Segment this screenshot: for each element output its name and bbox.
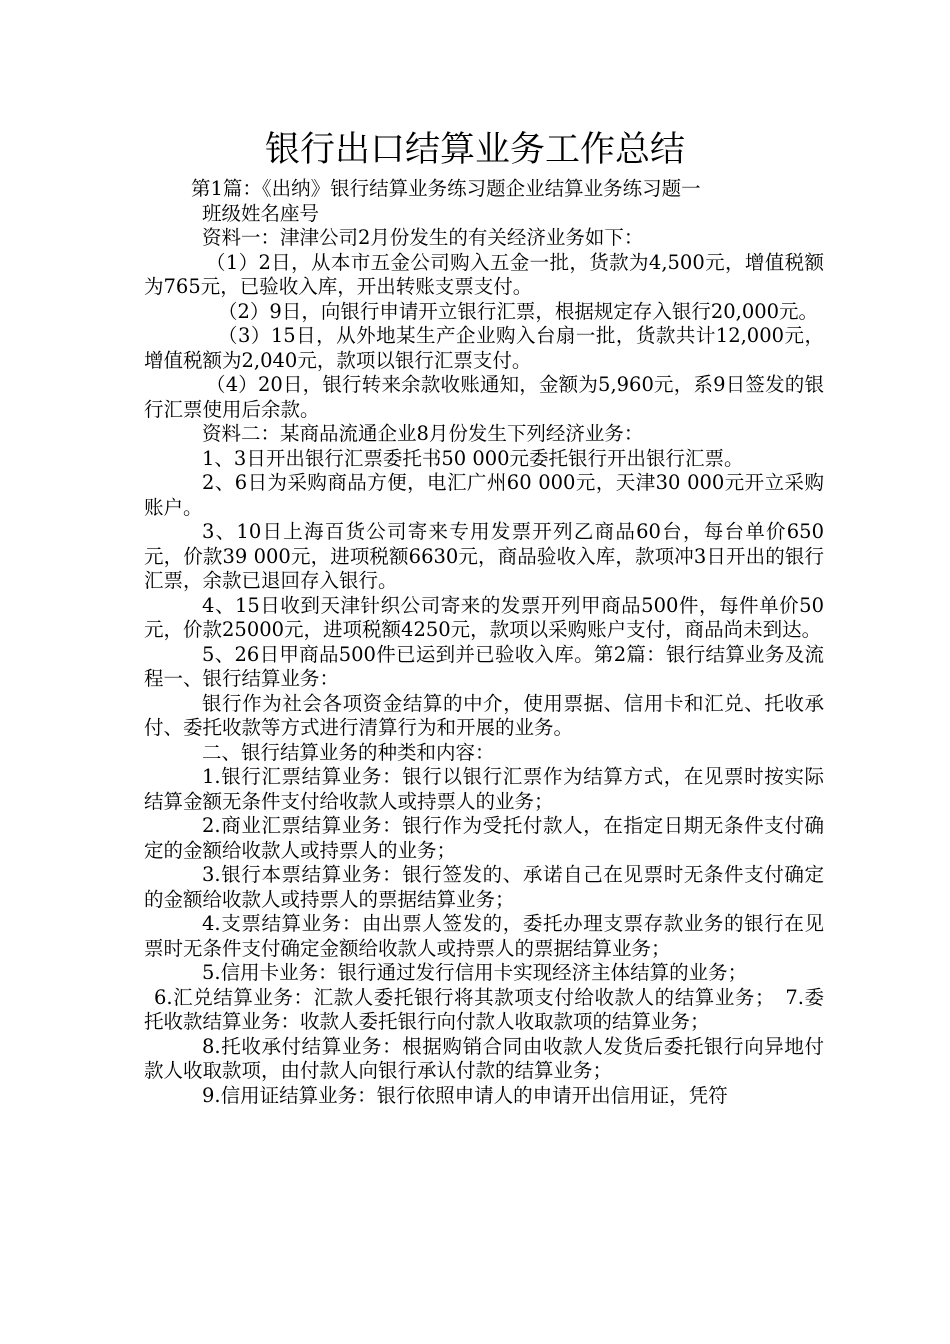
paragraph-14: 银行作为社会各项资金结算的中介，使用票据、信用卡和汇兑、托收承付、委托收款等方式进行清算行为和开展的业务。 xyxy=(144,691,824,739)
paragraph-4: （1）2日，从本市五金公司购入五金一批，货款为4,500元，增值税额为765元，已验收入库，开出转账支票支付。 xyxy=(144,250,824,298)
paragraph-11: 3、10日上海百货公司寄来专用发票开列乙商品60台，每台单价650元，价款39 000元，进项税额6630元，商品验收入库，款项冲3日开出的银行汇票，余款已退回存入银行。 xyxy=(144,520,824,592)
paragraph-19: 4.支票结算业务：由出票人签发的，委托办理支票存款业务的银行在见票时无条件支付确定金额给收款人或持票人的票据结算业务； xyxy=(144,912,824,960)
paragraph-13: 5、26日甲商品500件已运到并已验收入库。第2篇：银行结算业务及流程一、银行结算业务： xyxy=(144,642,824,690)
document-body xyxy=(144,177,824,1108)
paragraph-9: 1、3日开出银行汇票委托书50 000元委托银行开出银行汇票。 xyxy=(202,446,744,470)
paragraph-16: 1.银行汇票结算业务：银行以银行汇票作为结算方式，在见票时按实际结算金额无条件支付给收款人或持票人的业务； xyxy=(144,765,824,813)
paragraph-17: 2.商业汇票结算业务：银行作为受托付款人，在指定日期无条件支付确定的金额给收款人或持票人的业务； xyxy=(144,814,824,862)
paragraph-12: 4、15日收到天津针织公司寄来的发票开列甲商品500件，每件单价50元，价款25000元，进项税额4250元，款项以采购账户支付，商品尚未到达。 xyxy=(144,593,824,641)
paragraph-6: （3）15日，从外地某生产企业购入台扇一批，货款共计12,000元，增值税额为2,040元，款项以银行汇票支付。 xyxy=(144,324,824,372)
paragraph-23: 9.信用证结算业务：银行依照申请人的申请开出信用证，凭符 xyxy=(202,1083,728,1107)
paragraph-8: 资料二：某商品流通企业8月份发生下列经济业务： xyxy=(202,422,644,445)
paragraph-21: 6.汇兑结算业务：汇款人委托银行将其款项支付给收款人的结算业务； 7.委托收款结算业务：收款人委托银行向付款人收取款项的结算业务； xyxy=(144,985,824,1033)
paragraph-7: （4）20日，银行转来余款收账通知，金额为5,960元，系9日签发的银行汇票使用后余款。 xyxy=(144,373,824,421)
paragraph-18: 3.银行本票结算业务：银行签发的、承诺自己在见票时无条件支付确定的金额给收款人或持票人的票据结算业务； xyxy=(144,863,824,911)
paragraph-10: 2、6日为采购商品方便，电汇广州60 000元，天津30 000元开立采购账户。 xyxy=(144,471,824,519)
paragraph-1: 第1篇：《出纳》银行结算业务练习题企业结算业务练习题一 xyxy=(191,177,701,200)
paragraph-3: 资料一：津津公司2月份发生的有关经济业务如下： xyxy=(202,226,644,249)
paragraph-2: 班级姓名座号 xyxy=(202,201,320,225)
paragraph-5: （2）9日，向银行申请开立银行汇票，根据规定存入银行20,000元。 xyxy=(218,299,819,323)
paragraph-22: 8.托收承付结算业务：根据购销合同由收款人发货后委托银行向异地付款人收取款项，由付款人向银行承认付款的结算业务； xyxy=(144,1034,824,1082)
paragraph-20: 5.信用卡业务：银行通过发行信用卡实现经济主体结算的业务； xyxy=(202,961,748,984)
document-title: 银行出口结算业务工作总结 xyxy=(264,130,685,170)
paragraph-15: 二、银行结算业务的种类和内容： xyxy=(202,740,495,764)
